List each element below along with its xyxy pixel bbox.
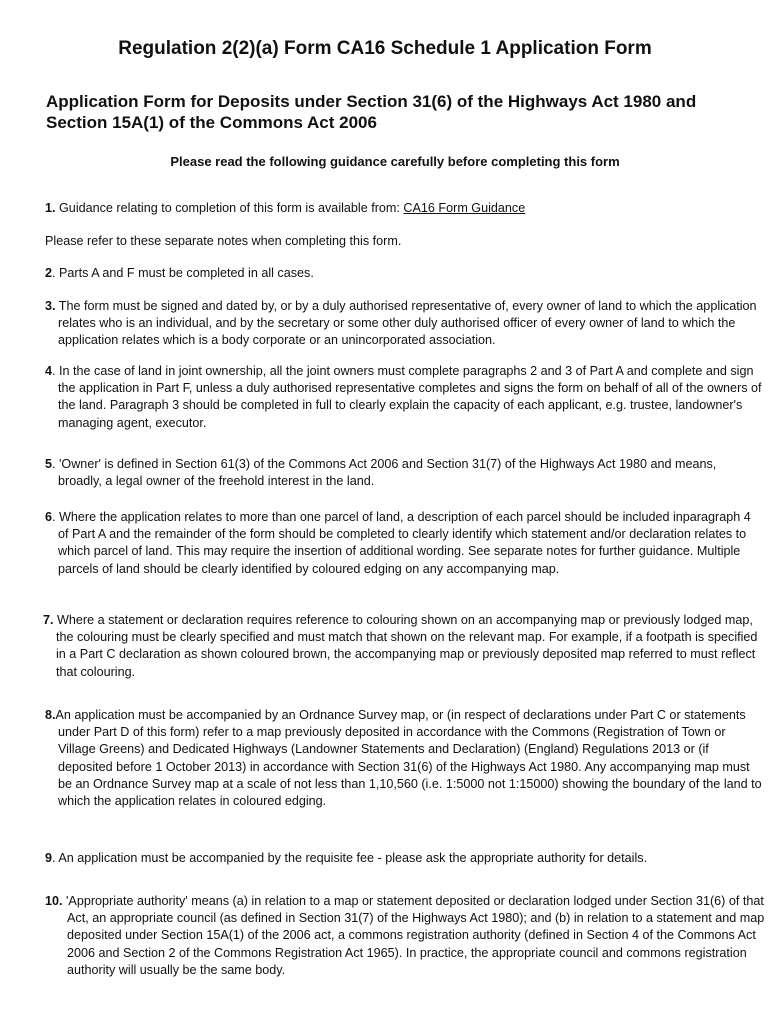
- item-number: 8.: [45, 708, 56, 722]
- item-text: Guidance relating to completion of this form is available from:: [59, 201, 404, 215]
- item-number: 2: [45, 266, 53, 280]
- guidance-item-4: [45, 363, 763, 432]
- item-text: An application must be accompanied by an Ordnance Survey map, or (in respect of declarations under Part C or statements under Part D of this form) refer to a map previously deposited in accordance with the Commons (Registration of Town or Village Greens) and Dedicated Highways (Landowner Statements and Declaration) (England) Regulations 2013 or (if deposited before 1 October 2013) in accordance with Section 31(6) of the Highways Act 1980. Any accompanying map must be an Ordnance Survey map at a scale of not less than 1,10,560 (i.e. 1:5000 not 1:15000) showing the boundary of the land to which the application relates in coloured edging.: [55, 708, 762, 809]
- item-number: 10.: [45, 894, 63, 908]
- item-text: 'Appropriate authority' means (a) in relation to a map or statement deposited or declaration lodged under Section 31(6) of that Act, an appropriate council (as defined in Section 31(7) of the Highways Act 1980); and (b) in relation to a statement and map deposited under Section 15A(1) of the 2006 act, a commons registration authority (defined in Section 4 of the Commons Act 2006 and Section 2 of the Commons Registration Act 1965). In practice, the appropriate council and commons registration authority will usually be the same body.: [66, 894, 765, 977]
- item-number: 5: [45, 457, 53, 471]
- item-text: . Where the application relates to more than one parcel of land, a description of each parcel should be included inparagraph 4 of Part A and the remainder of the form should be completed to clearly identify which statement and/or declaration relates to which parcel of land. This may require the insertion of additional wording. See separate notes for further guidance. Multiple parcels of land should be clearly identified by coloured edging on any accompanying map.: [52, 510, 751, 576]
- item-text: Where a statement or declaration requires reference to colouring shown on an accompanying map or previously lodged map, the colouring must be clearly specified and must match that shown on the relevant map. For example, if a footpath is specified in a Part C declaration as shown coloured brown, the accompanying map or previously deposited map referred to must reflect that colouring.: [56, 613, 758, 679]
- guidance-item-6: [45, 509, 763, 578]
- item-text: . Parts A and F must be completed in all cases.: [52, 266, 314, 280]
- guidance-item-1: [45, 200, 750, 217]
- guidance-item-9: [45, 850, 763, 867]
- item-number: 4: [45, 364, 53, 378]
- guidance-item-8: [45, 707, 763, 810]
- item-number: 6: [45, 510, 53, 524]
- item-number: 1.: [45, 201, 56, 215]
- guidance-item-10: [45, 893, 770, 979]
- guidance-heading: Please read the following guidance carefully before completing this form: [170, 154, 620, 169]
- item-text: The form must be signed and dated by, or by a duly authorised representative of, every owner of land to which the application relates who is an individual, and by the secretary or some other duly authorised officer of every owner of land to which the application relates which is a body corporate or an unincorporated association.: [58, 299, 757, 348]
- item-text: . In the case of land in joint ownership, all the joint owners must complete paragraphs 2 and 3 of Part A and complete and sign the application in Part F, unless a duly authorised representative completes and signs the form on behalf of all of the owners of the land. Paragraph 3 should be completed in full to clearly explain the capacity of each applicant, e.g. trustee, landowner's managing agent, executor.: [52, 364, 762, 430]
- item-number: 9: [45, 851, 53, 865]
- item-number: 3.: [45, 299, 56, 313]
- guidance-note: [45, 233, 750, 250]
- item-text: . An application must be accompanied by the requisite fee - please ask the appropriate authority for details.: [52, 851, 648, 865]
- form-title: Regulation 2(2)(a) Form CA16 Schedule 1 Application Form: [118, 38, 652, 59]
- guidance-item-5: [45, 456, 763, 490]
- guidance-item-2: [45, 265, 750, 282]
- form-subtitle: Application Form for Deposits under Section 31(6) of the Highways Act 1980 and Section 15A(1) of the Commons Act 2006: [46, 92, 697, 132]
- guidance-item-3: [45, 298, 763, 350]
- guidance-item-7: [43, 612, 761, 681]
- item-number: 7.: [43, 613, 54, 627]
- item-text: . 'Owner' is defined in Section 61(3) of the Commons Act 2006 and Section 31(7) of the Highways Act 1980 and means, broadly, a legal owner of the freehold interest in the land.: [52, 457, 717, 489]
- item-text: Please refer to these separate notes when completing this form.: [45, 234, 402, 248]
- ca16-guidance-link[interactable]: CA16 Form Guidance: [403, 201, 526, 215]
